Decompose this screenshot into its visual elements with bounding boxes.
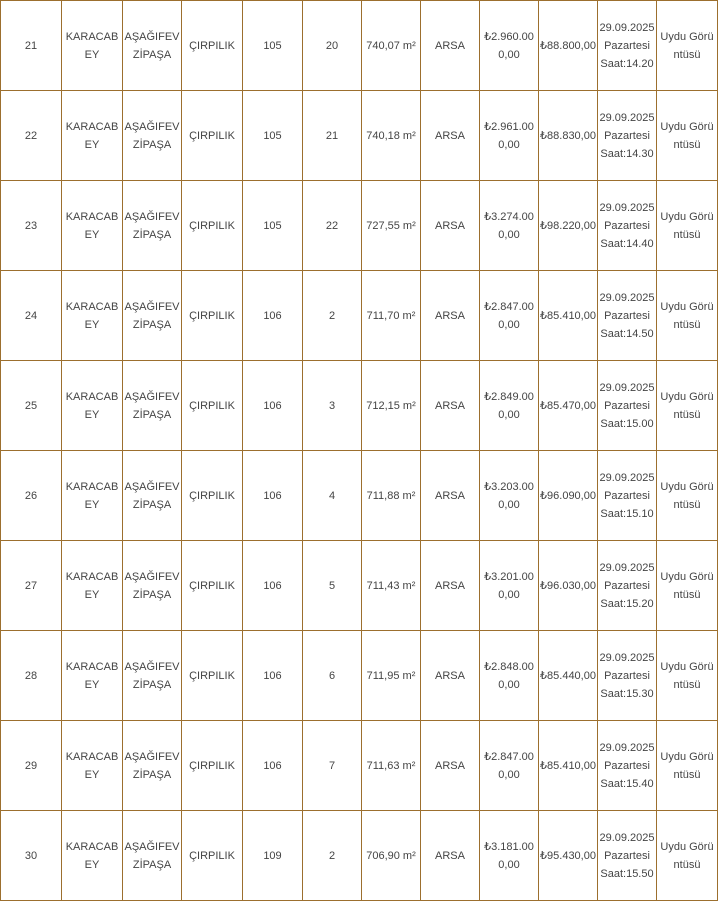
cell-ada: 106 <box>243 541 303 631</box>
cell-muhammen: ₺2.849.000,00 <box>480 361 539 451</box>
cell-sira: 26 <box>1 451 62 541</box>
cell-mahalle: AŞAĞIFEVZİPAŞA <box>123 721 182 811</box>
cell-ilce: KARACABEY <box>62 721 123 811</box>
cell-uydu <box>657 1 718 91</box>
table-row <box>1 541 718 631</box>
table-row <box>1 361 718 451</box>
cell-mahalle: AŞAĞIFEVZİPAŞA <box>123 541 182 631</box>
satellite-view-link[interactable]: Uydu Görüntüsü <box>660 570 714 601</box>
cell-parsel: 20 <box>303 1 362 91</box>
cell-ada: 109 <box>243 811 303 901</box>
cell-ilce: KARACABEY <box>62 361 123 451</box>
cell-ilce: KARACABEY <box>62 181 123 271</box>
cell-ilce: KARACABEY <box>62 91 123 181</box>
cell-alan: 711,70 m² <box>362 271 421 361</box>
table-row <box>1 91 718 181</box>
cell-alan: 711,95 m² <box>362 631 421 721</box>
cell-sira: 25 <box>1 361 62 451</box>
cell-teminat: ₺96.030,00 <box>539 541 598 631</box>
cell-sira: 21 <box>1 1 62 91</box>
cell-sira: 30 <box>1 811 62 901</box>
cell-ihale: 29.09.2025 Pazartesi Saat:15.10 <box>598 451 657 541</box>
cell-parsel: 7 <box>303 721 362 811</box>
cell-sira: 23 <box>1 181 62 271</box>
cell-uydu <box>657 361 718 451</box>
cell-teminat: ₺85.440,00 <box>539 631 598 721</box>
cell-parsel: 5 <box>303 541 362 631</box>
cell-mahalle: AŞAĞIFEVZİPAŞA <box>123 271 182 361</box>
cell-ihale: 29.09.2025 Pazartesi Saat:15.40 <box>598 721 657 811</box>
cell-uydu <box>657 271 718 361</box>
table-row <box>1 181 718 271</box>
cell-mahalle: AŞAĞIFEVZİPAŞA <box>123 811 182 901</box>
satellite-view-link[interactable]: Uydu Görüntüsü <box>660 30 714 61</box>
cell-mevki: ÇIRPILIK <box>182 271 243 361</box>
cell-ilce: KARACABEY <box>62 271 123 361</box>
cell-ada: 105 <box>243 1 303 91</box>
cell-ihale: 29.09.2025 Pazartesi Saat:15.00 <box>598 361 657 451</box>
cell-mahalle: AŞAĞIFEVZİPAŞA <box>123 451 182 541</box>
cell-alan: 706,90 m² <box>362 811 421 901</box>
cell-mevki: ÇIRPILIK <box>182 721 243 811</box>
table-row <box>1 451 718 541</box>
cell-mevki: ÇIRPILIK <box>182 451 243 541</box>
cell-nitelik: ARSA <box>421 811 480 901</box>
cell-muhammen: ₺3.274.000,00 <box>480 181 539 271</box>
cell-nitelik: ARSA <box>421 451 480 541</box>
cell-ilce: KARACABEY <box>62 1 123 91</box>
satellite-view-link[interactable]: Uydu Görüntüsü <box>660 480 714 511</box>
satellite-view-link[interactable]: Uydu Görüntüsü <box>660 750 714 781</box>
satellite-view-link[interactable]: Uydu Görüntüsü <box>660 390 714 421</box>
cell-ihale: 29.09.2025 Pazartesi Saat:14.30 <box>598 91 657 181</box>
cell-muhammen: ₺2.847.000,00 <box>480 271 539 361</box>
cell-alan: 727,55 m² <box>362 181 421 271</box>
cell-ihale: 29.09.2025 Pazartesi Saat:14.20 <box>598 1 657 91</box>
cell-nitelik: ARSA <box>421 271 480 361</box>
cell-uydu <box>657 811 718 901</box>
cell-mevki: ÇIRPILIK <box>182 541 243 631</box>
cell-mahalle: AŞAĞIFEVZİPAŞA <box>123 181 182 271</box>
cell-ihale: 29.09.2025 Pazartesi Saat:14.40 <box>598 181 657 271</box>
cell-sira: 22 <box>1 91 62 181</box>
cell-alan: 740,07 m² <box>362 1 421 91</box>
table-row <box>1 1 718 91</box>
cell-mahalle: AŞAĞIFEVZİPAŞA <box>123 91 182 181</box>
cell-sira: 27 <box>1 541 62 631</box>
cell-nitelik: ARSA <box>421 631 480 721</box>
table-row <box>1 631 718 721</box>
cell-ada: 106 <box>243 451 303 541</box>
cell-mevki: ÇIRPILIK <box>182 361 243 451</box>
table-row <box>1 811 718 901</box>
cell-uydu <box>657 181 718 271</box>
cell-teminat: ₺88.830,00 <box>539 91 598 181</box>
cell-muhammen: ₺2.847.000,00 <box>480 721 539 811</box>
cell-ihale: 29.09.2025 Pazartesi Saat:15.50 <box>598 811 657 901</box>
cell-muhammen: ₺3.201.000,00 <box>480 541 539 631</box>
cell-mahalle: AŞAĞIFEVZİPAŞA <box>123 1 182 91</box>
cell-parsel: 2 <box>303 811 362 901</box>
cell-nitelik: ARSA <box>421 181 480 271</box>
cell-uydu <box>657 631 718 721</box>
cell-muhammen: ₺2.961.000,00 <box>480 91 539 181</box>
cell-ilce: KARACABEY <box>62 451 123 541</box>
cell-teminat: ₺88.800,00 <box>539 1 598 91</box>
cell-mevki: ÇIRPILIK <box>182 631 243 721</box>
cell-mevki: ÇIRPILIK <box>182 181 243 271</box>
cell-uydu <box>657 541 718 631</box>
cell-teminat: ₺85.470,00 <box>539 361 598 451</box>
auction-table-body <box>1 1 718 901</box>
satellite-view-link[interactable]: Uydu Görüntüsü <box>660 660 714 691</box>
cell-sira: 29 <box>1 721 62 811</box>
cell-parsel: 2 <box>303 271 362 361</box>
cell-nitelik: ARSA <box>421 361 480 451</box>
cell-ihale: 29.09.2025 Pazartesi Saat:14.50 <box>598 271 657 361</box>
cell-parsel: 3 <box>303 361 362 451</box>
cell-teminat: ₺85.410,00 <box>539 721 598 811</box>
cell-parsel: 21 <box>303 91 362 181</box>
cell-teminat: ₺95.430,00 <box>539 811 598 901</box>
cell-ada: 106 <box>243 271 303 361</box>
cell-ada: 106 <box>243 361 303 451</box>
cell-parsel: 6 <box>303 631 362 721</box>
cell-alan: 711,43 m² <box>362 541 421 631</box>
cell-uydu <box>657 91 718 181</box>
cell-alan: 712,15 m² <box>362 361 421 451</box>
cell-mevki: ÇIRPILIK <box>182 91 243 181</box>
cell-ada: 105 <box>243 91 303 181</box>
cell-sira: 28 <box>1 631 62 721</box>
cell-sira: 24 <box>1 271 62 361</box>
cell-mevki: ÇIRPILIK <box>182 811 243 901</box>
cell-ilce: KARACABEY <box>62 631 123 721</box>
satellite-view-link[interactable]: Uydu Görüntüsü <box>660 120 714 151</box>
cell-alan: 711,88 m² <box>362 451 421 541</box>
cell-nitelik: ARSA <box>421 1 480 91</box>
table-row <box>1 271 718 361</box>
cell-teminat: ₺98.220,00 <box>539 181 598 271</box>
satellite-view-link[interactable]: Uydu Görüntüsü <box>660 300 714 331</box>
cell-parsel: 22 <box>303 181 362 271</box>
cell-parsel: 4 <box>303 451 362 541</box>
cell-nitelik: ARSA <box>421 721 480 811</box>
cell-muhammen: ₺3.181.000,00 <box>480 811 539 901</box>
cell-alan: 740,18 m² <box>362 91 421 181</box>
table-row <box>1 721 718 811</box>
cell-ada: 105 <box>243 181 303 271</box>
cell-teminat: ₺85.410,00 <box>539 271 598 361</box>
cell-ilce: KARACABEY <box>62 541 123 631</box>
cell-ihale: 29.09.2025 Pazartesi Saat:15.30 <box>598 631 657 721</box>
cell-ihale: 29.09.2025 Pazartesi Saat:15.20 <box>598 541 657 631</box>
cell-nitelik: ARSA <box>421 541 480 631</box>
cell-mahalle: AŞAĞIFEVZİPAŞA <box>123 631 182 721</box>
cell-ada: 106 <box>243 721 303 811</box>
cell-mevki: ÇIRPILIK <box>182 1 243 91</box>
cell-teminat: ₺96.090,00 <box>539 451 598 541</box>
satellite-view-link[interactable]: Uydu Görüntüsü <box>660 210 714 241</box>
cell-uydu <box>657 721 718 811</box>
cell-ilce: KARACABEY <box>62 811 123 901</box>
satellite-view-link[interactable]: Uydu Görüntüsü <box>660 840 714 871</box>
cell-muhammen: ₺2.960.000,00 <box>480 1 539 91</box>
cell-nitelik: ARSA <box>421 91 480 181</box>
cell-muhammen: ₺2.848.000,00 <box>480 631 539 721</box>
cell-ada: 106 <box>243 631 303 721</box>
cell-mahalle: AŞAĞIFEVZİPAŞA <box>123 361 182 451</box>
cell-uydu <box>657 451 718 541</box>
cell-alan: 711,63 m² <box>362 721 421 811</box>
cell-muhammen: ₺3.203.000,00 <box>480 451 539 541</box>
